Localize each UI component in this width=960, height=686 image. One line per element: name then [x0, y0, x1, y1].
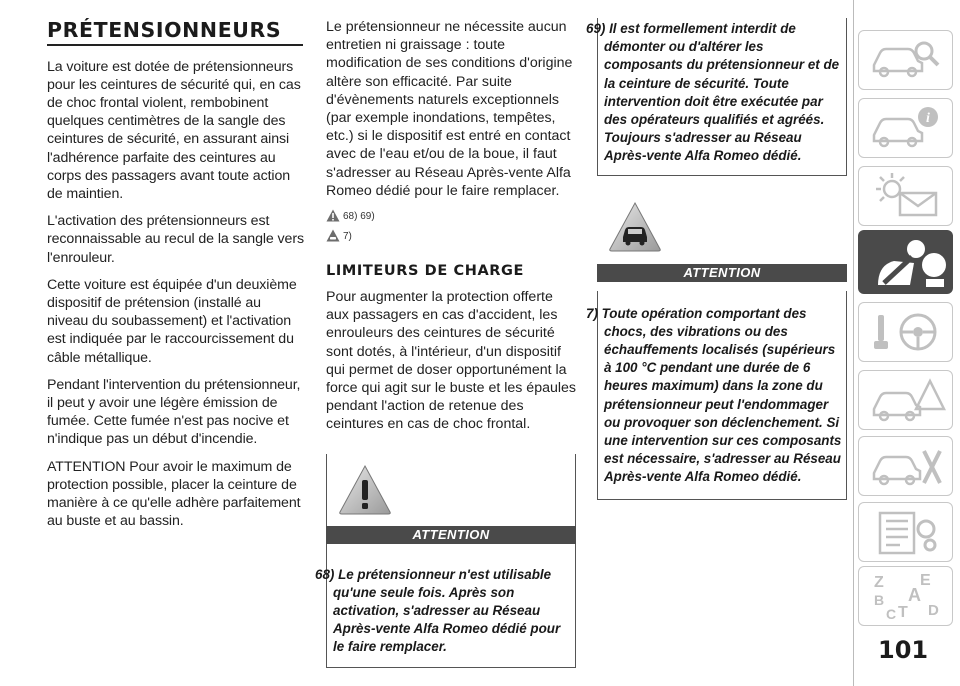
warning-icon-area: [327, 454, 575, 526]
sidebar-item-warning-lights[interactable]: [858, 166, 953, 226]
sidebar-item-technical-data[interactable]: [858, 502, 953, 562]
section-title-limiteurs: LIMITEURS DE CHARGE: [326, 263, 525, 280]
index-letter: C: [885, 606, 896, 622]
sidebar-item-index[interactable]: [858, 566, 953, 626]
paragraph: L'activation des prétensionneurs est reconnaissable au recul de la sangle vers l'enrouleur.: [47, 213, 304, 266]
maintenance-icon: [866, 441, 946, 491]
sidebar-item-safety[interactable]: [858, 230, 953, 294]
warning-triangle-icon: [337, 462, 393, 518]
attention-bar: [326, 526, 576, 544]
paragraph: Pour augmenter la protection offerte aux passagers en cas d'accident, les enrouleurs des ceintures de sécurité sont dotés, à l'intérieur, d'un dispositif qui permet de doser opportunément la force qui agit sur le buste et les épaules pendant l'action de retenue des ceintures en cas de choc frontal.: [326, 289, 577, 433]
warning-box-68: [315, 454, 576, 668]
caution-car-icon: [326, 229, 340, 242]
paragraph: Cette voiture est équipée d'un deuxième dispositif de prétension (installé au niveau du soubassement) et l'activation est indiquée par le raccourcissement du câble métallique.: [47, 276, 297, 366]
sidebar-item-maintenance[interactable]: [858, 436, 953, 496]
index-letter: Z: [873, 574, 884, 591]
attention-label: ATTENTION: [412, 527, 490, 543]
warning-box-69: [586, 18, 847, 176]
paragraph-attention: ATTENTION Pour avoir le maximum de protection possible, placer la ceinture de manière à ce qu'elle adhère parfaitement au buste et au bassin.: [47, 458, 301, 530]
column-middle: [315, 18, 577, 668]
sidebar-divider: [853, 0, 854, 686]
warning-text-68: 68) Le prétensionneur n'est utilisable qu'une seule fois. Après son activation, s'adresser au Réseau Après-vente Alfa Romeo dédié pour le faire remplacer.: [315, 566, 561, 655]
sidebar-item-emergency[interactable]: [858, 370, 953, 430]
title-underline: [47, 44, 303, 46]
paragraph: La voiture est dotée de prétensionneurs pour les ceintures de sécurité qui, en cas de choc frontal violent, rembobinent quelques centimètres de la sangle des ceintures de sécurité, en assurant ainsi l'adhérence parfaite des ceintures au corps des passagers avant toute action de maintien.: [47, 58, 301, 202]
paragraph: Le prétensionneur ne nécessite aucun entretien ni graissage : toute modification de ses conditions d'origine altère son efficacité. Par suite d'évènements naturels exceptionnels (par exemple inondations, tempêtes, etc.) si le dispositif est entré en contact avec de l'eau et/ou de la boue, il faut s'adresser au Réseau Après-vente Alfa Romeo dédié pour le faire remplacer.: [326, 19, 573, 199]
caution-body: [586, 291, 847, 500]
column-right: [586, 18, 847, 500]
index-letter: D: [927, 602, 939, 619]
reference-numbers: 68) 69): [343, 211, 375, 223]
technical-data-icon: [866, 507, 946, 557]
safety-airbag-icon: [864, 235, 948, 289]
warning-text-69: 69) Il est formellement interdit de démonter ou d'altérer les composants du prétensionneur et de la ceinture de sécurité. Toute intervention doit être exécutée par des opérateurs qualifiés et agréés. Toujours s'adresser au Réseau Après-vente Alfa Romeo dédié.: [586, 21, 840, 164]
caution-icon-area: [597, 190, 847, 264]
caution-box-7: [586, 190, 847, 500]
reference-numbers: 7): [343, 231, 352, 243]
warning-lights-icon: [866, 171, 946, 221]
page-number: 101: [878, 636, 929, 664]
attention-bar: [597, 264, 847, 282]
sidebar-item-starting-driving[interactable]: [858, 302, 953, 362]
svg-text:i: i: [925, 111, 930, 126]
index-letter: E: [919, 572, 931, 589]
index-letter: B: [873, 592, 884, 608]
index-letter: T: [897, 604, 908, 621]
car-search-icon: [866, 35, 946, 85]
section-title-pretensionneurs: PRÉTENSIONNEURS: [47, 18, 282, 42]
warning-triangle-icon: [326, 209, 340, 222]
index-letter: A: [907, 585, 921, 605]
paragraph: Pendant l'intervention du prétensionneur, il peut y avoir une légère émission de fumée. Cette fumée n'est pas nocive et n'indique pas un début d'incendie.: [47, 376, 301, 448]
caution-reference: [326, 226, 576, 242]
attention-label: ATTENTION: [683, 265, 761, 281]
caution-car-icon: [607, 199, 663, 255]
starting-driving-icon: [866, 307, 946, 357]
caution-text-7: 7) Toute opération comportant des chocs, des vibrations ou des échauffements localisés (supérieurs à 100 °C pendant une durée de 6 heures maximum) dans la zone du prétensionneur peut l'endommager ou provoquer son déclenchement. Si une intervention sur ces composants est nécessaire, s'adresser au Réseau Après-vente Alfa Romeo dédié.: [586, 305, 842, 485]
sidebar-item-knowing-car[interactable]: [858, 30, 953, 90]
index-icon: [864, 569, 948, 623]
warning-reference: [326, 206, 576, 222]
car-info-icon: [866, 103, 946, 153]
sidebar-item-dashboard[interactable]: [858, 98, 953, 158]
column-left: [47, 18, 305, 539]
emergency-icon: [866, 375, 946, 425]
